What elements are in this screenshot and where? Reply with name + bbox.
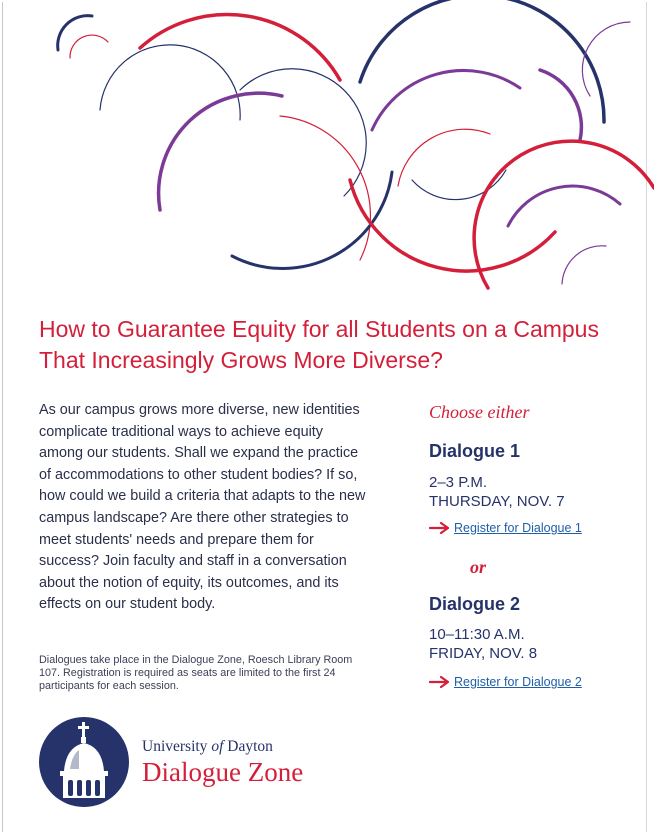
chapel-dome-icon xyxy=(39,717,129,807)
decorative-arcs xyxy=(0,0,654,300)
dialogue-1-time: 2–3 P.M. xyxy=(429,474,488,491)
dialogue-1-date: THURSDAY, NOV. 7 xyxy=(429,493,565,510)
register-dialogue-1-label[interactable]: Register for Dialogue 1 xyxy=(454,521,582,535)
register-dialogue-2-label[interactable]: Register for Dialogue 2 xyxy=(454,675,582,689)
dialogue-2-time: 10–11:30 A.M. xyxy=(429,626,525,643)
dialogue-2-date: FRIDAY, NOV. 8 xyxy=(429,645,538,662)
dialogue-zone-brand: Dialogue Zone xyxy=(142,757,304,787)
description-paragraph: As our campus grows more diverse, new identities complicate traditional ways to achieve equity among our students. Shall we expand the practice of accommodations to other student bodies? If so, how could we build a criteria that adapts to the new campus landscape? Are there other strategies to meet students' needs and prepare them for success? Join faculty and staff in a conversation about the notion of equity, its outcomes, and its effects on our student body. xyxy=(39,402,366,613)
register-dialogue-2-link[interactable] xyxy=(429,675,582,689)
page-title: How to Guarantee Equity for all Students on a Campus That Increasingly Grows More Diverse? xyxy=(39,316,599,373)
arrow-right-icon xyxy=(429,675,451,689)
choose-either-label: Choose either xyxy=(429,402,530,422)
dialogue-2-title: Dialogue 2 xyxy=(429,594,521,614)
or-label: or xyxy=(470,557,487,577)
location-note: Dialogues take place in the Dialogue Zone, Roesch Library Room 107. Registration is required as seats are limited to the first 24 participants for each session. xyxy=(39,654,353,692)
dialogue-1-title: Dialogue 1 xyxy=(429,441,521,461)
arrow-right-icon xyxy=(429,521,451,535)
register-dialogue-1-link[interactable] xyxy=(429,521,582,535)
university-name: University of Dayton xyxy=(142,738,273,755)
